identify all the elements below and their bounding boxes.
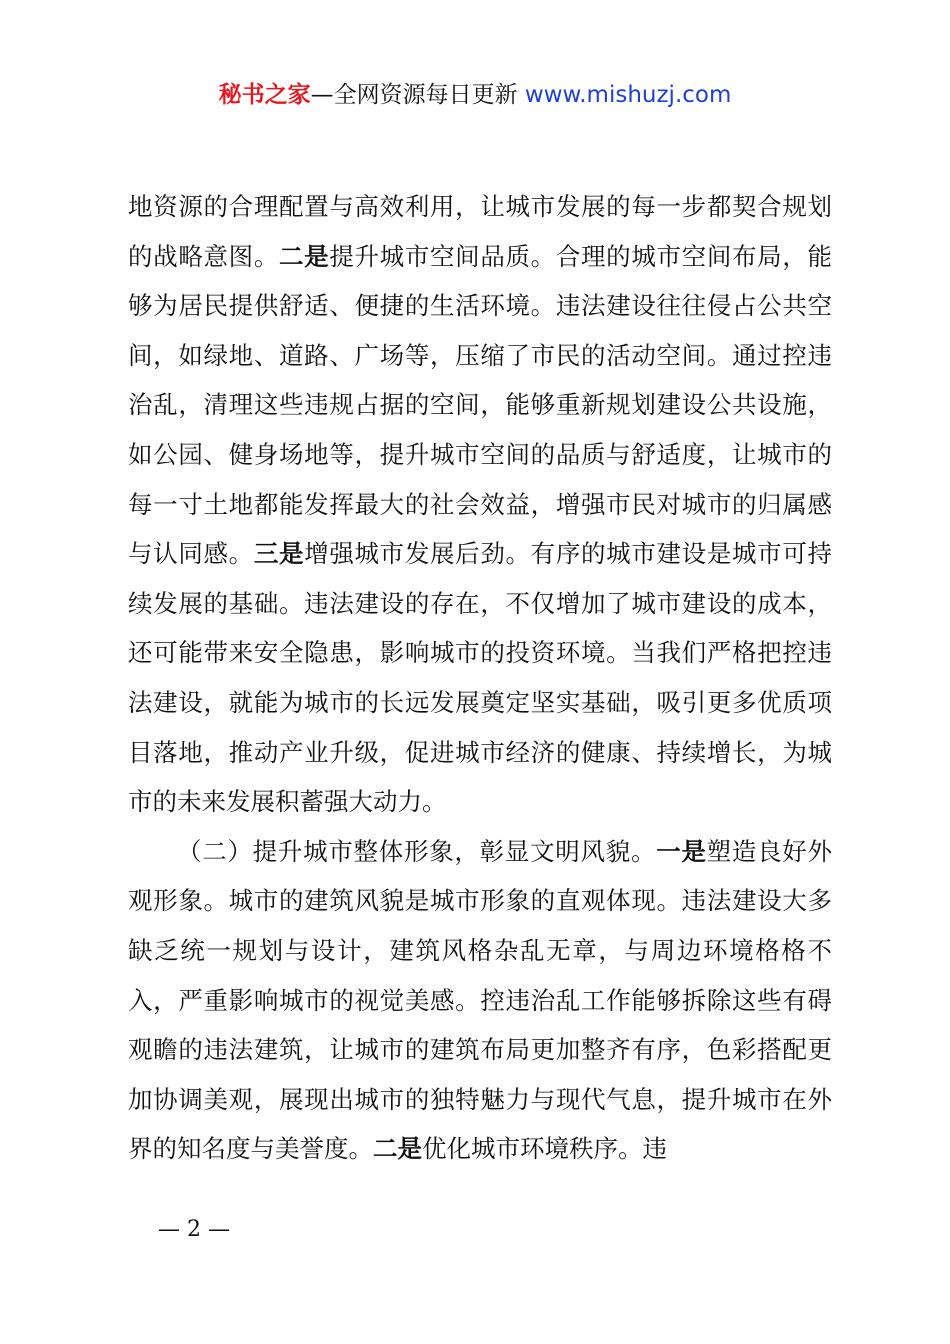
paragraph-1-text-2: 提升城市空间品质。合理的城市空间布局，能够为居民提供舒适、便捷的生活环境。违法建设往往侵占公共空间，如绿地、道路、广场等，压缩了市民的活动空间。通过控违治乱，清理这些违规占据的空间，能够重新规划建设公共设施，如公园、健身场地等，提升城市空间的品质与舒适度，让城市的每一寸土地都能发挥最大的社会效益，增强市民对城市的归属感与认同感。 <box>128 241 833 569</box>
ordinal-er-shi-2: 二是 <box>373 1134 422 1164</box>
paragraph-1-text-1: 地资源的合理配置与高效利用，让城市发展的每一步都契合规划的战略意图。 <box>128 192 832 271</box>
header-url[interactable]: www.mishuzj.com <box>524 82 732 108</box>
section-heading: （二）提升城市整体形象，彰显文明风貌。 <box>177 836 657 866</box>
header-tagline: —全网资源每日更新 <box>310 82 518 108</box>
page-number: — 2 — <box>158 1217 230 1242</box>
header-brand: 秘书之家 <box>218 82 311 108</box>
paragraph-2-text-1: 塑造良好外观形象。城市的建筑风貌是城市形象的直观体现。违法建设大多缺乏统一规划与设计，建筑风格杂乱无章，与周边环境格格不入，严重影响城市的视觉美感。控违治乱工作能够拆除这些有碍观瞻的违法建筑，让城市的建筑布局更加整齐有序，色彩搭配更加协调美观，展现出城市的独特魅力与现代气息，提升城市在外界的知名度与美誉度。 <box>128 836 833 1164</box>
paragraph-2-text-2: 优化城市环境秩序。违 <box>422 1134 667 1164</box>
document-body <box>128 182 832 1174</box>
paragraph-2 <box>128 827 832 1174</box>
ordinal-er-shi: 二是 <box>279 241 330 271</box>
ordinal-yi-shi: 一是 <box>656 836 707 866</box>
page-header <box>0 78 950 112</box>
paragraph-1 <box>128 182 832 827</box>
paragraph-1-text-3: 增强城市发展后劲。有序的城市建设是城市可持续发展的基础。违法建设的存在，不仅增加了城市建设的成本，还可能带来安全隐患，影响城市的投资环境。当我们严格把控违法建设，就能为城市的长远发展奠定坚实基础，吸引更多优质项目落地，推动产业升级，促进城市经济的健康、持续增长，为城市的未来发展积蓄强大动力。 <box>128 539 833 817</box>
ordinal-san-shi: 三是 <box>253 539 305 569</box>
